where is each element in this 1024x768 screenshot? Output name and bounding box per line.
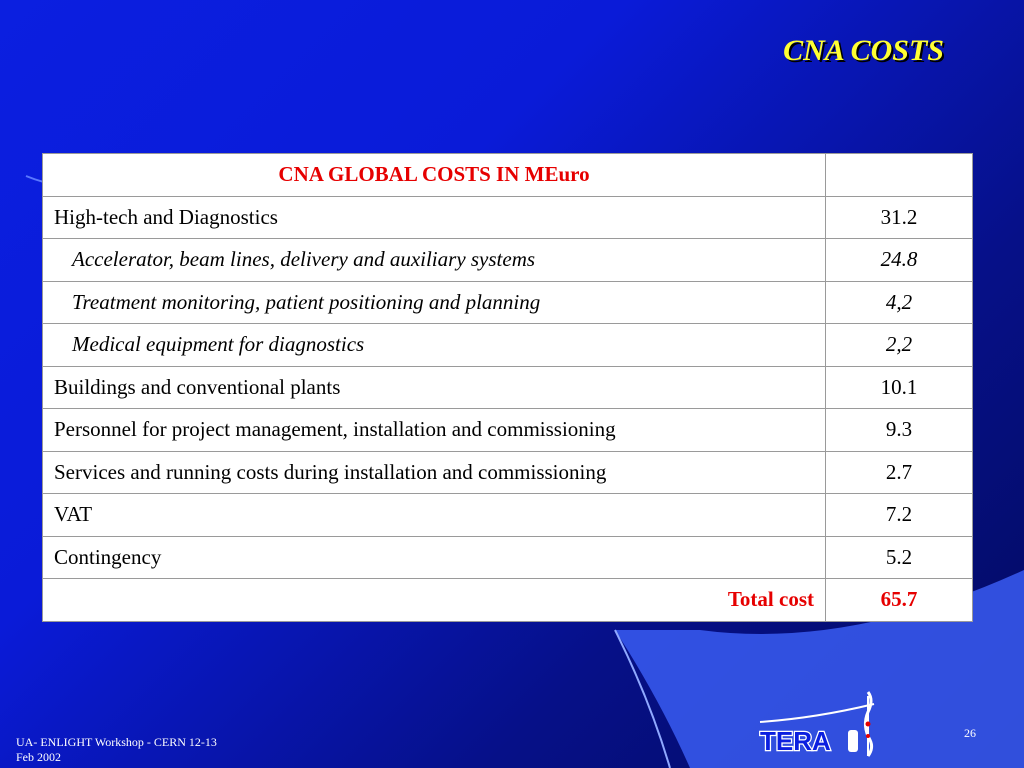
footer-line-2: Feb 2002 bbox=[16, 750, 61, 764]
table-row bbox=[43, 494, 973, 537]
row-label: High-tech and Diagnostics bbox=[43, 196, 826, 239]
table-row bbox=[43, 409, 973, 452]
footer bbox=[16, 735, 217, 765]
row-label: Contingency bbox=[43, 536, 826, 579]
tera-logo bbox=[756, 690, 886, 760]
table-row bbox=[43, 536, 973, 579]
row-label: VAT bbox=[43, 494, 826, 537]
row-label: Medical equipment for diagnostics bbox=[43, 324, 826, 367]
total-row bbox=[43, 579, 973, 622]
footer-line-1: UA- ENLIGHT Workshop - CERN 12-13 bbox=[16, 735, 217, 749]
row-value: 7.2 bbox=[826, 494, 973, 537]
row-label: Buildings and conventional plants bbox=[43, 366, 826, 409]
table-header: CNA GLOBAL COSTS IN MEuro bbox=[43, 154, 826, 197]
table-row bbox=[43, 281, 973, 324]
row-value: 10.1 bbox=[826, 366, 973, 409]
table-header-row bbox=[43, 154, 973, 197]
table-row bbox=[43, 451, 973, 494]
table-row bbox=[43, 366, 973, 409]
row-value: 5.2 bbox=[826, 536, 973, 579]
logo-text: TERA bbox=[760, 726, 831, 756]
slide-title: CNA COSTS bbox=[783, 34, 944, 67]
row-value: 24.8 bbox=[826, 239, 973, 282]
table-row bbox=[43, 324, 973, 367]
row-value: 9.3 bbox=[826, 409, 973, 452]
table-row bbox=[43, 239, 973, 282]
row-label: Personnel for project management, installation and commissioning bbox=[43, 409, 826, 452]
row-label: Services and running costs during installation and commissioning bbox=[43, 451, 826, 494]
table-header-value bbox=[826, 154, 973, 197]
total-label: Total cost bbox=[43, 579, 826, 622]
costs-table bbox=[42, 153, 973, 622]
row-label: Treatment monitoring, patient positioning and planning bbox=[43, 281, 826, 324]
total-value: 65.7 bbox=[826, 579, 973, 622]
table-row bbox=[43, 196, 973, 239]
row-value: 2,2 bbox=[826, 324, 973, 367]
row-value: 4,2 bbox=[826, 281, 973, 324]
row-value: 31.2 bbox=[826, 196, 973, 239]
row-label: Accelerator, beam lines, delivery and auxiliary systems bbox=[43, 239, 826, 282]
page-number: 26 bbox=[964, 726, 976, 740]
row-value: 2.7 bbox=[826, 451, 973, 494]
